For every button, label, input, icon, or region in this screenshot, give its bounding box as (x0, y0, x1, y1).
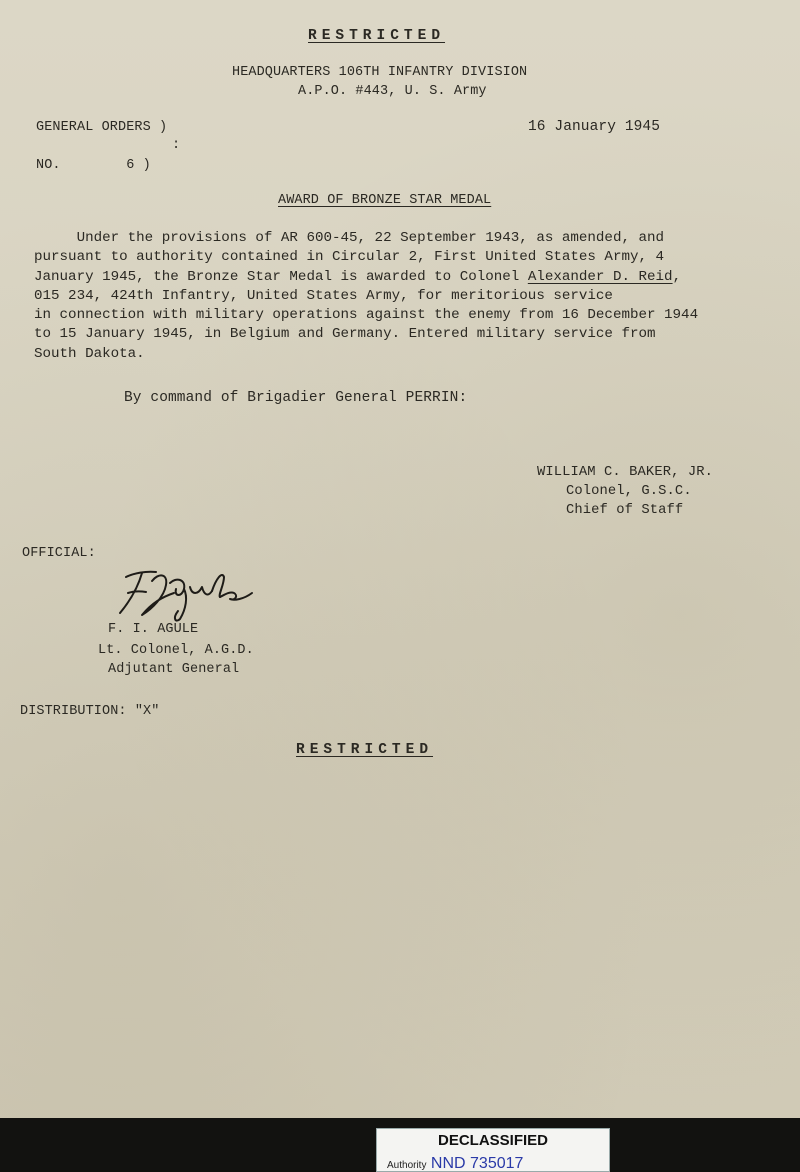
classification-top: RESTRICTED (308, 28, 446, 44)
adjutant-rank: Lt. Colonel, A.G.D. (98, 643, 254, 658)
official-label: OFFICIAL: (22, 546, 96, 561)
citation-line: in connection with military operations against the enemy from 16 December 1944 (34, 307, 699, 324)
stamp-authority-label: Authority (387, 1160, 427, 1171)
adjutant-title: Adjutant General (108, 662, 240, 677)
citation-text: January 1945, the Bronze Star Medal is awarded to Colonel (34, 268, 528, 285)
award-title: AWARD OF BRONZE STAR MEDAL (278, 193, 492, 208)
signature-image (112, 563, 272, 623)
orders-number: NO. 6 ) (36, 158, 151, 173)
chief-of-staff-name: WILLIAM C. BAKER, JR. (537, 465, 713, 480)
unit-heading: HEADQUARTERS 106TH INFANTRY DIVISION (232, 65, 528, 80)
stamp-authority (387, 1155, 523, 1172)
citation-line: 015 234, 424th Infantry, United States Army, for meritorious service (34, 287, 613, 304)
citation-paragraph (34, 229, 774, 364)
stamp-authority-value: NND 735017 (430, 1155, 524, 1172)
command-line: By command of Brigadier General PERRIN: (124, 390, 468, 406)
citation-line: pursuant to authority contained in Circular 2, First United States Army, 4 (34, 249, 665, 266)
order-date: 16 January 1945 (528, 119, 661, 135)
citation-text: , (672, 268, 682, 285)
distribution-line: DISTRIBUTION: "X" (20, 704, 160, 719)
declassified-stamp (376, 1128, 610, 1172)
stamp-title: DECLASSIFIED (437, 1132, 548, 1149)
orders-colon: : (172, 138, 181, 153)
citation-line (34, 268, 774, 287)
classification-bottom: RESTRICTED (296, 742, 434, 758)
apo-line: A.P.O. #443, U. S. Army (298, 84, 487, 99)
citation-line: Under the provisions of AR 600-45, 22 September 1943, as amended, and (34, 230, 665, 246)
citation-line: South Dakota. (34, 345, 145, 362)
chief-of-staff-rank: Colonel, G.S.C. (566, 484, 692, 499)
recipient-name: Alexander D. Reid (527, 268, 673, 285)
adjutant-name: F. I. AGULE (108, 622, 199, 637)
general-orders-label: GENERAL ORDERS ) (36, 120, 168, 135)
citation-line: to 15 January 1945, in Belgium and Germany. Entered military service from (34, 326, 656, 343)
chief-of-staff-title: Chief of Staff (566, 503, 684, 518)
